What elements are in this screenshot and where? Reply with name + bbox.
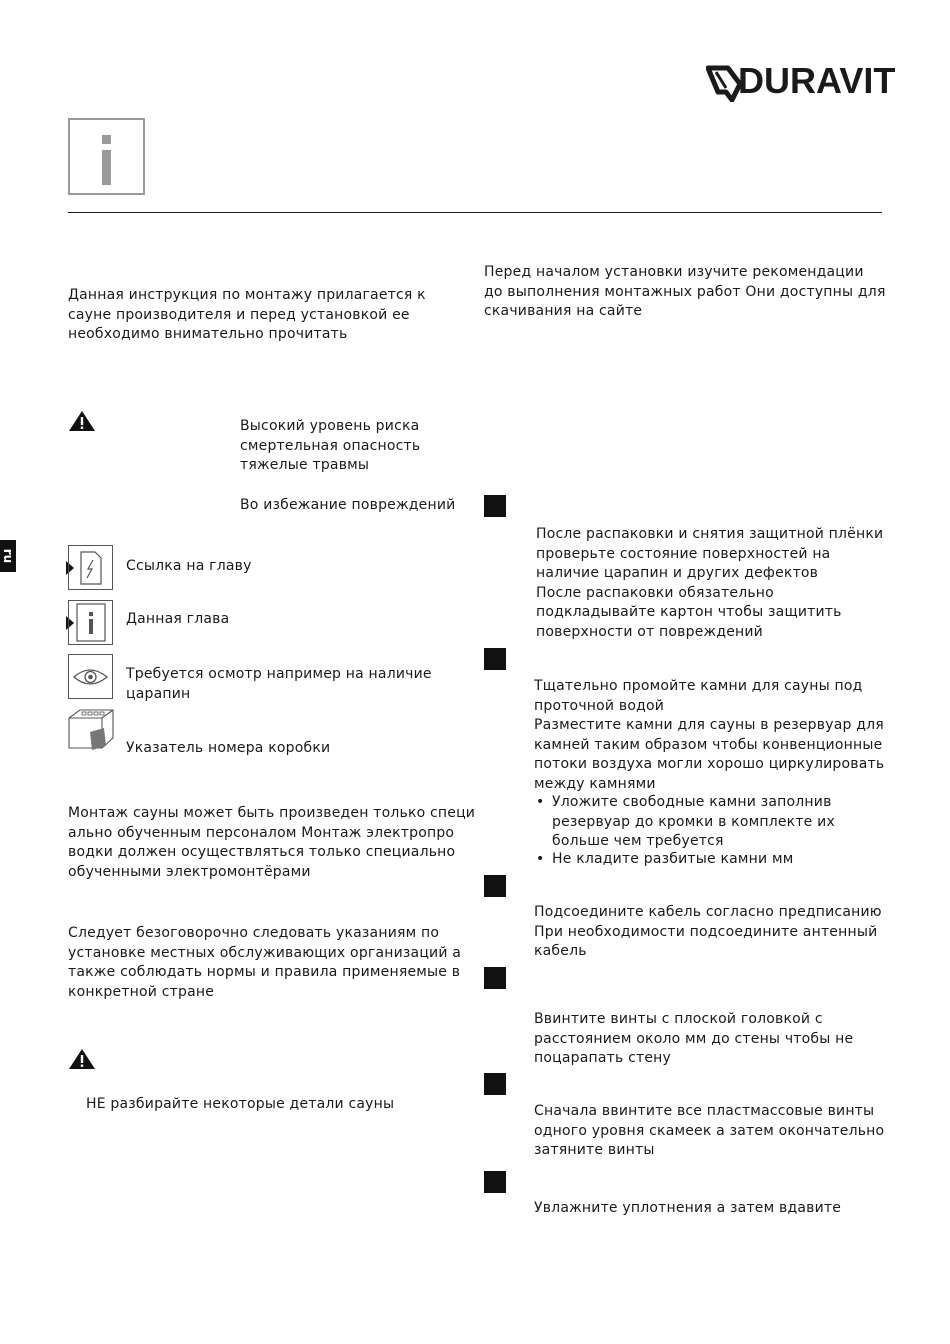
current-chapter-icon [68, 600, 113, 645]
text-line: Монтаж сауны может быть произведен только специ [68, 805, 476, 821]
text-line: кабель [534, 943, 587, 959]
legend-label: Ссылка на главу [126, 558, 252, 574]
step4-text [534, 1010, 853, 1069]
text-line: Высокий уровень риска [240, 418, 420, 434]
text-line: до выполнения монтажных работ Они доступны для [484, 283, 886, 300]
info-icon [70, 120, 143, 193]
avoid-damage-text: Во избежание повреждений [240, 497, 456, 513]
brand-name: DURAVIT [738, 60, 896, 101]
text-line: установке местных обслуживающих организаций а [68, 944, 462, 961]
text-line: Подсоедините кабель согласно предписанию [534, 904, 882, 920]
step2-bullet-2 [534, 850, 794, 870]
language-tab-label: ru [1, 548, 15, 564]
regulations-paragraph [68, 924, 461, 1002]
text-line: проточной водой [534, 697, 665, 714]
installer-paragraph [68, 804, 475, 882]
text-line: смертельная опасность [240, 437, 421, 454]
text-line: подкладывайте картон чтобы защитить [536, 604, 842, 620]
text-line: ально обученным персоналом Монтаж электропро [68, 824, 455, 841]
step2-text [534, 677, 884, 794]
step-marker [484, 495, 506, 517]
chapter-reference-icon [68, 545, 113, 590]
text-line: наличие царапин и других дефектов [536, 565, 819, 581]
text-line: Разместите камни для сауны в резервуар для [534, 717, 884, 733]
text-line: При необходимости подсоедините антенный [534, 923, 878, 940]
bullet-dot-icon: • [536, 851, 545, 867]
text-line: Не кладите разбитые камни мм [552, 851, 794, 867]
step2-bullet-1 [534, 793, 835, 852]
eye-icon [68, 654, 113, 699]
text-line: обученными электромонтёрами [68, 863, 311, 880]
text-line: необходимо внимательно прочитать [68, 326, 348, 342]
legend-item-box-number [66, 708, 446, 760]
text-line: Уложите свободные камни заполнив [552, 794, 832, 810]
box-number-icon [68, 708, 114, 754]
text-line: тяжелые травмы [240, 457, 370, 473]
step-marker [484, 967, 506, 989]
text-line: потоки воздуха могли хорошо циркулировать [534, 756, 885, 772]
text-line: После распаковки обязательно [536, 584, 774, 601]
text-line: конкретной стране [68, 983, 215, 1000]
text-line: одного уровня скамеек а затем окончательно [534, 1122, 885, 1139]
info-box [68, 118, 145, 195]
step6-text: Увлажните уплотнения а затем вдавите [534, 1200, 842, 1216]
step-marker [484, 1171, 506, 1193]
brand-logo [706, 60, 896, 102]
warning-icon [68, 410, 96, 432]
legend-label: Данная глава [126, 611, 230, 627]
text-line: После распаковки и снятия защитной плёнки [536, 526, 884, 542]
text-line: больше чем требуется [552, 833, 724, 849]
text-line: сауне производителя и перед установкой ее [68, 306, 410, 323]
text-line: Перед началом установки изучите рекомендации [484, 264, 864, 280]
text-line: скачивания на сайте [484, 303, 643, 319]
text-line: водки должен осуществляться только специально [68, 844, 456, 860]
text-line: камней таким образом чтобы конвенционные [534, 736, 883, 753]
step-marker [484, 648, 506, 670]
right-intro [484, 263, 886, 322]
text-line: Тщательно промойте камни для сауны под [534, 678, 863, 694]
step5-text [534, 1102, 884, 1161]
warning-text [240, 417, 420, 476]
text-line: царапин [126, 685, 191, 702]
step-marker [484, 875, 506, 897]
legend-item-current-chapter [66, 600, 446, 648]
text-line: поцарапать стену [534, 1050, 671, 1066]
legend-item-inspection [66, 654, 456, 702]
left-intro [68, 286, 426, 345]
text-line: затяните винты [534, 1142, 655, 1158]
legend-label [126, 665, 432, 704]
step-marker [484, 1073, 506, 1095]
legend-item-chapter-reference [66, 545, 446, 593]
text-line: между камнями [534, 775, 656, 792]
text-line: Данная инструкция по монтажу прилагается к [68, 287, 426, 303]
text-line: расстоянием около мм до стены чтобы не [534, 1030, 854, 1047]
text-line: Следует безоговорочно следовать указаниям по [68, 925, 440, 941]
legend-label: Указатель номера коробки [126, 740, 331, 756]
text-line: Сначала ввинтите все пластмассовые винты [534, 1103, 875, 1119]
caution-icon [68, 1048, 96, 1070]
language-tab [0, 540, 16, 572]
bullet-dot-icon: • [536, 794, 545, 810]
text-line: проверьте состояние поверхностей на [536, 545, 831, 562]
text-line: поверхности от повреждений [536, 623, 763, 640]
text-line: Требуется осмотр например на наличие [126, 666, 432, 682]
text-line: резервуар до кромки в комплекте их [552, 813, 835, 830]
step3-text [534, 903, 882, 962]
text-line: Ввинтите винты с плоской головкой с [534, 1011, 823, 1027]
caution-text: НЕ разбирайте некоторые детали сауны [86, 1096, 395, 1112]
step1-text [536, 525, 883, 642]
text-line: также соблюдать нормы и правила применяемые в [68, 964, 461, 980]
header-divider [68, 212, 882, 213]
